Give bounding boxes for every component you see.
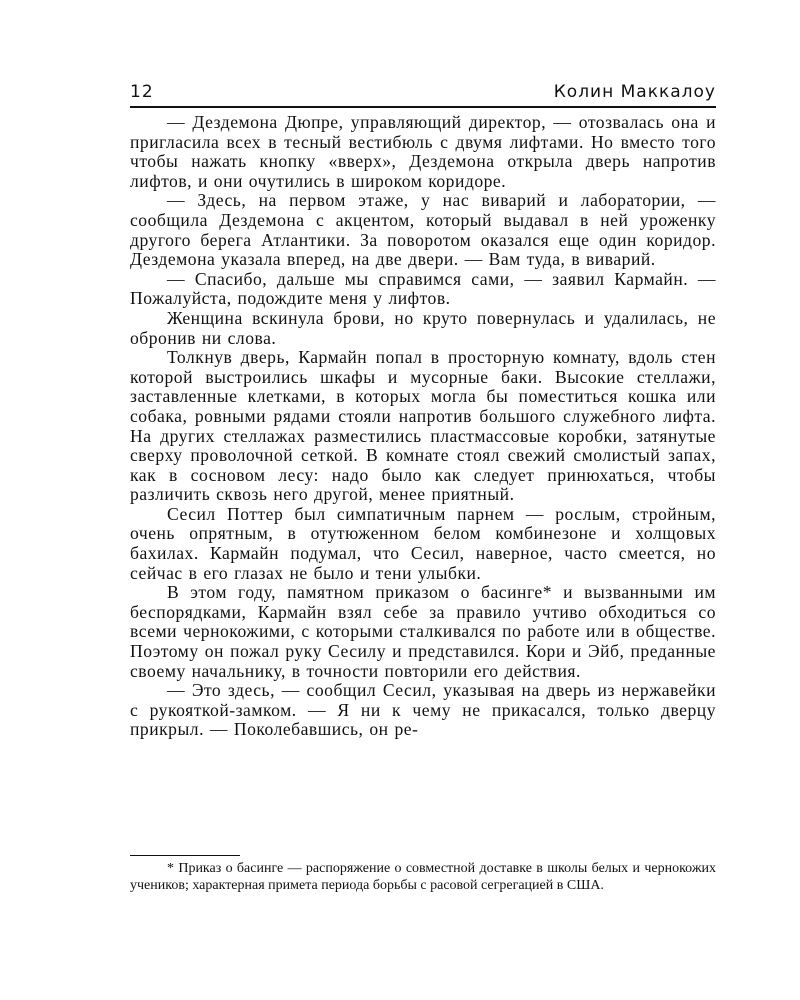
running-header <box>130 82 716 106</box>
paragraph: Толкнув дверь, Кармайн попал в просторную комнату, вдоль стен которой выстроились шкафы и мусорные баки. Высокие стеллажи, заставленные клетками, в которых могла бы поместиться кошка или собака, ровными рядами стояли напротив большого служебного лифта. На других стеллажах разместились пластмассовые коробки, затянутые сверху проволочной сеткой. В комнате стоял свежий смолистый запах, как в сосновом лесу: надо было как следует принюхаться, чтобы различить сквозь него другой, менее приятный. <box>130 347 716 505</box>
paragraph: Сесил Поттер был симпатичным парнем — рослым, стройным, очень опрятным, в отутюженном белом комбинезоне и холщовых бахилах. Кармайн подумал, что Сесил, наверное, часто смеется, но сейчас в его глазах не было и тени улыбки. <box>130 503 716 583</box>
footnote-text: * Приказ о басинге — распоряжение о совместной доставке в школы белых и чернокожих учеников; характерная примета периода борьбы с расовой сегрегацией в США. <box>130 861 716 893</box>
body-text <box>130 113 716 740</box>
page-number: 12 <box>130 82 154 102</box>
header-rule <box>130 106 716 108</box>
paragraph: — Спасибо, дальше мы справимся сами, — заявил Кармайн. — Пожалуйста, подождите меня у лифтов. <box>130 268 716 309</box>
paragraph: — Дездемона Дюпре, управляющий директор, — отозвалась она и пригласила всех в тесный вестибюль с двумя лифтами. Но вместо того чтобы нажать кнопку «вверх», Дездемона открыла дверь напротив лифтов, и они очутились в широком коридоре. <box>130 112 716 191</box>
footnote <box>130 860 716 894</box>
running-header-author: Колин Маккалоу <box>553 82 716 102</box>
paragraph: Женщина вскинула брови, но круто повернулась и удалилась, не обронив ни слова. <box>130 307 716 348</box>
paragraph: — Здесь, на первом этаже, у нас виварий и лаборатории, — сообщила Дездемона с акцентом, который выдавал в ней уроженку другого берега Атлантики. За поворотом оказался еще один коридор. Дездемона указала вперед, на две двери. — Вам туда, в виварий. <box>130 190 716 270</box>
footnote-rule <box>130 855 240 856</box>
paragraph: В этом году, памятном приказом о басинге* и вызванными им беспорядками, Кармайн взял себе за правило учтиво обходиться со всеми чернокожими, с которыми сталкивался по работе или в обществе. Поэтому он пожал руку Сесилу и представился. Кори и Эйб, преданные своему начальнику, в точности повторили его действия. <box>130 582 716 681</box>
paragraph: — Это здесь, — сообщил Сесил, указывая на дверь из нержавейки с рукояткой-замком. — Я ни к чему не прикасался, только дверцу прикрыл. — Поколебавшись, он ре- <box>130 680 716 740</box>
